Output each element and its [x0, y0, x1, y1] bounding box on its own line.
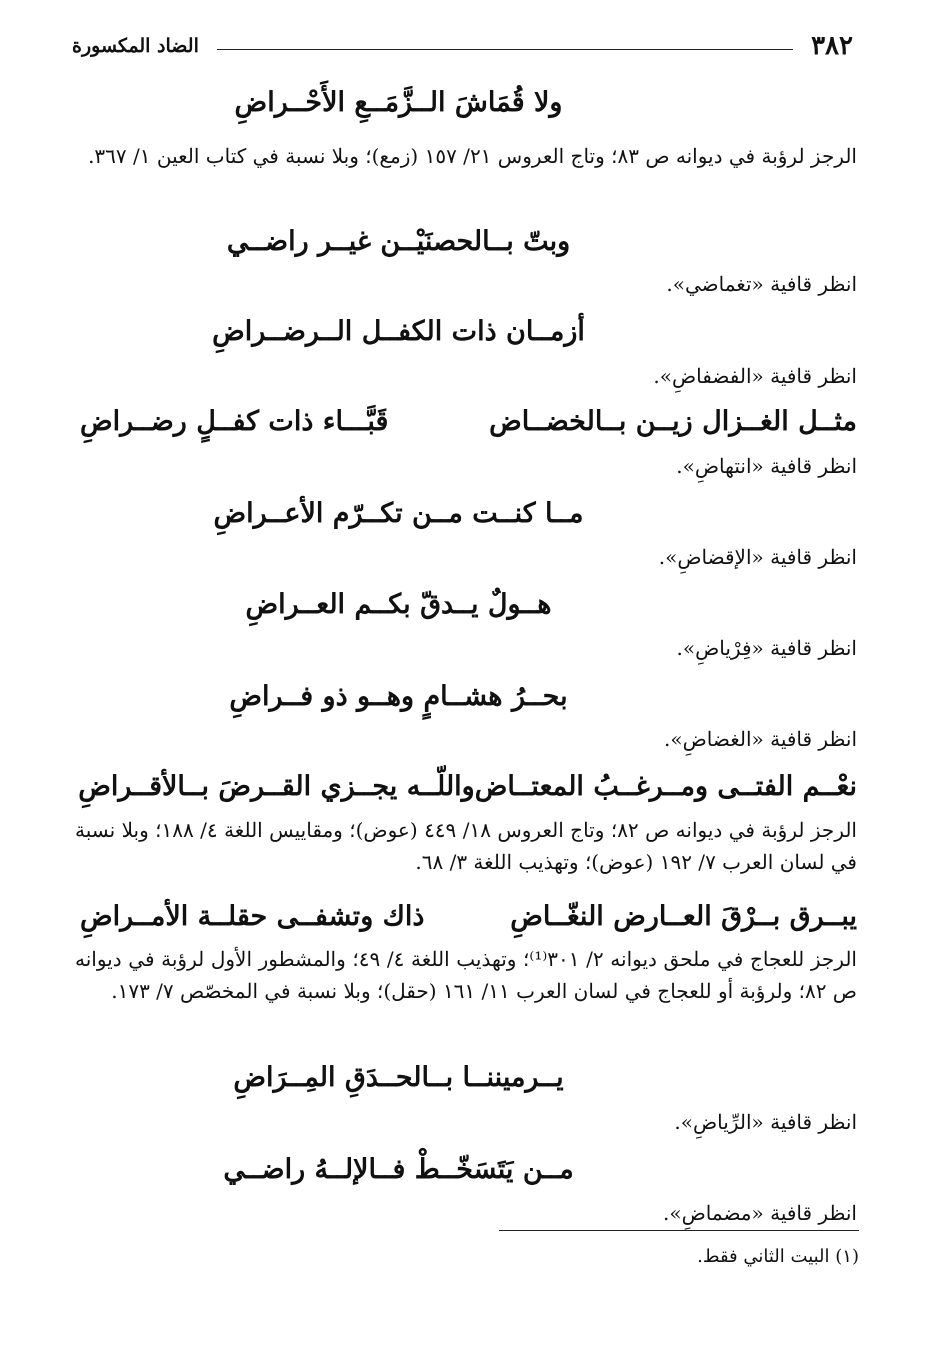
- note-9: الرجز للعجاج في ملحق ديوانه ٢/ ٣٠١⁽¹⁾؛ وتهذيب اللغة ٤/ ٤٩؛ والمشطور الأول لرؤبة في ديوانه ص ٨٢؛ ولرؤبة أو للعجاج في لسان العرب ١١/ ١٦١ (حقل)؛ وبلا نسبة في المخصّص ٧/ ١٧٣.: [75, 947, 857, 1003]
- note-1: الرجز لرؤبة في ديوانه ص ٨٣؛ وتاج العروس ٢١/ ١٥٧ (زمع)؛ وبلا نسبة في كتاب العين ١/ ٣٦٧.: [88, 144, 857, 168]
- verse-9-left: ذاك وتشفــى حقلــة الأمــراضِ: [80, 901, 425, 932]
- running-title: الضاد المكسورة: [72, 35, 199, 57]
- verse-7: بحــرُ هشــامٍ وهــو ذو فــراضِ: [229, 681, 568, 712]
- note-5: انظر قافية «الإقضاضِ».: [658, 545, 857, 569]
- verse-5: مــا كنــت مــن تكــرّم الأعــراضِ: [213, 498, 584, 529]
- note-11: انظر قافية «مضماضِ».: [663, 1201, 857, 1225]
- verse-4: [80, 405, 857, 439]
- verse-9-right: يبــرق بــرْقَ العــارض النغّــاضِ: [510, 901, 857, 932]
- verse-8-left: واللّــه يجــزي القــرضَ بــالأقــراضِ: [78, 771, 475, 802]
- header-rule: [217, 49, 793, 50]
- verse-1: ولا قُمَاشَ الــزَّمَــعِ الأَحْــراضِ: [234, 87, 563, 118]
- footnote: (١) البيت الثاني فقط.: [697, 1246, 859, 1267]
- verse-8: [80, 770, 857, 804]
- verse-9: [80, 900, 857, 934]
- note-10: انظر قافية «الرِّياضِ».: [674, 1110, 857, 1134]
- page-header: [72, 30, 853, 62]
- note-8: الرجز لرؤبة في ديوانه ص ٨٢؛ وتاج العروس ١٨/ ٤٤٩ (عوض)؛ ومقاييس اللغة ٤/ ١٨٨؛ وبلا نسبة في لسان العرب ٧/ ١٩٢ (عوض)؛ وتهذيب اللغة ٣/ ٦٨.: [75, 818, 857, 874]
- verse-3: أزمــان ذات الكفــل الــرضــراضِ: [212, 316, 585, 347]
- verse-4-right: مثــل الغــزال زيــن بــالخضــاض: [489, 406, 857, 437]
- note-7: انظر قافية «الغضاضِ».: [664, 727, 857, 751]
- verse-6: هــولٌ يــدقّ بكــم العــراضِ: [245, 589, 552, 620]
- note-3: انظر قافية «الفضفاضِ».: [653, 364, 857, 388]
- footnote-rule: [499, 1230, 859, 1231]
- verse-2: وبتّ بــالحصنَيْــن غيــر راضــي: [226, 226, 571, 257]
- page-number: ٣٨٢: [811, 31, 853, 61]
- note-4: انظر قافية «انتهاضِ».: [676, 454, 857, 478]
- verse-11: مــن يَتَسَخّــطْ فــالإلــهُ راضــي: [223, 1154, 574, 1185]
- verse-4-left: قَبَّـــاء ذات كفــلٍ رضــراضِ: [80, 406, 389, 437]
- verse-8-right: نعْــم الفتــى ومــرغــبُ المعتــاض: [474, 771, 857, 802]
- note-6: انظر قافية «فِرْياضِ».: [676, 636, 857, 660]
- verse-10: يــرميننــا بــالحــدَقِ المِــرَاضِ: [233, 1062, 564, 1093]
- note-2: انظر قافية «تغماضي».: [666, 272, 857, 296]
